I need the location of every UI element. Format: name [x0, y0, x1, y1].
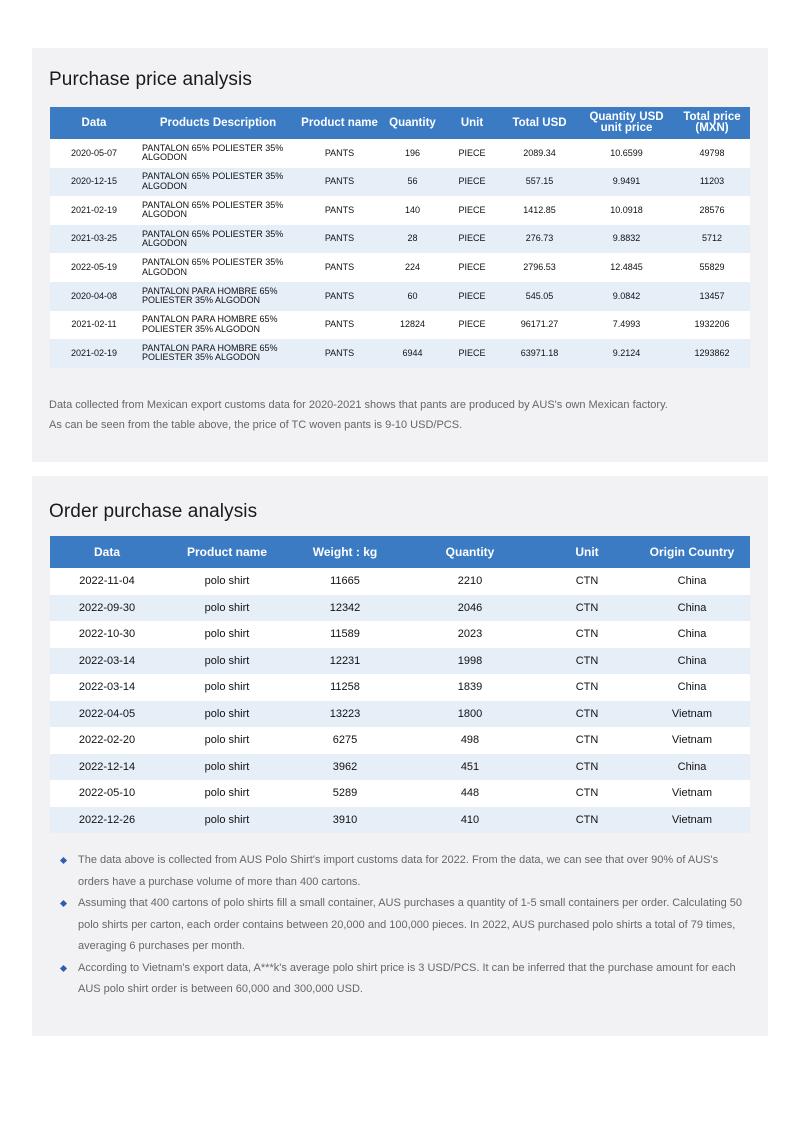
table-cell: PANTS	[298, 196, 381, 225]
diamond-bullet-icon	[60, 857, 67, 864]
table-cell: 2022-12-26	[50, 807, 164, 834]
table-cell: 3962	[290, 754, 400, 781]
table-cell: 2020-05-07	[50, 139, 138, 168]
column-header: Quantity	[381, 107, 444, 139]
table-cell: polo shirt	[164, 568, 290, 595]
column-header: Data	[50, 536, 164, 568]
table-cell: Vietnam	[634, 807, 750, 834]
table-cell: CTN	[540, 568, 634, 595]
table-cell: PANTALON PARA HOMBRE 65% POLIESTER 35% ALGODON	[138, 311, 298, 340]
column-header: Unit	[444, 107, 500, 139]
table-cell: 196	[381, 139, 444, 168]
table-cell: 2022-05-19	[50, 253, 138, 282]
table-cell: 2796.53	[500, 253, 579, 282]
table-cell: China	[634, 648, 750, 675]
purchase-price-note: As can be seen from the table above, the price of TC woven pants is 9-10 USD/PCS.	[49, 419, 463, 431]
table-cell: 2020-12-15	[50, 168, 138, 197]
table-cell: CTN	[540, 701, 634, 728]
purchase-price-table	[50, 107, 750, 368]
diamond-bullet-icon	[60, 900, 67, 907]
table-cell: 2046	[400, 595, 540, 622]
table-cell: 5712	[674, 225, 750, 254]
table-cell: 5289	[290, 780, 400, 807]
table-row	[50, 648, 750, 675]
table-cell: polo shirt	[164, 701, 290, 728]
table-cell: CTN	[540, 648, 634, 675]
table-cell: PANTS	[298, 225, 381, 254]
table-cell: 1998	[400, 648, 540, 675]
table-cell: 2210	[400, 568, 540, 595]
table-row	[50, 727, 750, 754]
table-cell: Vietnam	[634, 701, 750, 728]
table-cell: China	[634, 621, 750, 648]
table-cell: 12231	[290, 648, 400, 675]
table-cell: 545.05	[500, 282, 579, 311]
table-cell: 11203	[674, 168, 750, 197]
bullet-text: Assuming that 400 cartons of polo shirts fill a small container, AUS purchases a quantity of 1-5 small containers per order. Calculating 50 polo shirts per carton, each order contains between 20,000 and 100,000 pieces. In 2022, AUS purchased polo shirts a total of 79 times, averaging 6 purchases per month.	[78, 897, 743, 952]
table-cell: China	[634, 595, 750, 622]
order-purchase-table	[50, 536, 750, 833]
order-purchase-panel	[32, 476, 768, 1036]
table-row	[50, 311, 750, 340]
table-cell: 63971.18	[500, 339, 579, 368]
table-cell: PANTALON PARA HOMBRE 65% POLIESTER 35% ALGODON	[138, 339, 298, 368]
table-cell: 2022-03-14	[50, 648, 164, 675]
table-cell: polo shirt	[164, 648, 290, 675]
table-row	[50, 780, 750, 807]
table-cell: 498	[400, 727, 540, 754]
table-cell: polo shirt	[164, 807, 290, 834]
table-cell: 9.8832	[579, 225, 674, 254]
column-header: Product name	[164, 536, 290, 568]
table-cell: PANTALON 65% POLIESTER 35% ALGODON	[138, 139, 298, 168]
purchase-price-note: Data collected from Mexican export customs data for 2020-2021 shows that pants are produced by AUS's own Mexican factory.	[49, 399, 668, 411]
table-row	[50, 568, 750, 595]
table-row	[50, 674, 750, 701]
table-row	[50, 282, 750, 311]
table-row	[50, 701, 750, 728]
table-cell: PIECE	[444, 168, 500, 197]
purchase-price-panel	[32, 48, 768, 462]
table-cell: 2022-03-14	[50, 674, 164, 701]
table-cell: PIECE	[444, 311, 500, 340]
table-cell: PANTS	[298, 253, 381, 282]
table-cell: PANTALON 65% POLIESTER 35% ALGODON	[138, 196, 298, 225]
table-cell: 12.4845	[579, 253, 674, 282]
table-cell: China	[634, 568, 750, 595]
table-cell: 10.0918	[579, 196, 674, 225]
bullet-text: According to Vietnam's export data, A***k's average polo shirt price is 3 USD/PCS. It can be inferred that the purchase amount for each AUS polo shirt order is between 60,000 and 300,000 USD.	[78, 961, 736, 995]
column-header: Quantity	[400, 536, 540, 568]
column-header: Product name	[298, 107, 381, 139]
column-header: Total price (MXN)	[674, 107, 750, 139]
table-cell: 2022-11-04	[50, 568, 164, 595]
table-cell: 49798	[674, 139, 750, 168]
table-cell: 9.0842	[579, 282, 674, 311]
table-cell: 557.15	[500, 168, 579, 197]
table-cell: 2021-02-19	[50, 196, 138, 225]
table-cell: 12824	[381, 311, 444, 340]
table-cell: 1932206	[674, 311, 750, 340]
table-cell: 448	[400, 780, 540, 807]
bullet-item	[60, 958, 750, 1001]
table-cell: 2022-10-30	[50, 621, 164, 648]
table-cell: 1412.85	[500, 196, 579, 225]
diamond-bullet-icon	[60, 964, 67, 971]
bullet-text: The data above is collected from AUS Polo Shirt's import customs data for 2022. From the data, we can see that over 90% of AUS's orders have a purchase volume of more than 400 cartons.	[78, 854, 719, 888]
table-cell: 2021-02-19	[50, 339, 138, 368]
column-header: Weight : kg	[290, 536, 400, 568]
table-cell: 451	[400, 754, 540, 781]
table-row	[50, 168, 750, 197]
order-analysis-bullets	[60, 850, 750, 1001]
table-row	[50, 196, 750, 225]
table-row	[50, 253, 750, 282]
table-cell: 13223	[290, 701, 400, 728]
table-cell: CTN	[540, 754, 634, 781]
column-header: Total USD	[500, 107, 579, 139]
table-cell: 9.2124	[579, 339, 674, 368]
table-cell: polo shirt	[164, 595, 290, 622]
table-cell: 13457	[674, 282, 750, 311]
table-cell: CTN	[540, 674, 634, 701]
table-cell: CTN	[540, 595, 634, 622]
column-header: Data	[50, 107, 138, 139]
table-cell: 9.9491	[579, 168, 674, 197]
table-cell: PIECE	[444, 339, 500, 368]
table-cell: CTN	[540, 621, 634, 648]
table-cell: 2023	[400, 621, 540, 648]
table-cell: 2089.34	[500, 139, 579, 168]
table-cell: PANTS	[298, 311, 381, 340]
table-cell: PIECE	[444, 253, 500, 282]
table-cell: PANTALON 65% POLIESTER 35% ALGODON	[138, 168, 298, 197]
table-cell: 2020-04-08	[50, 282, 138, 311]
table-cell: 7.4993	[579, 311, 674, 340]
table-cell: 2022-05-10	[50, 780, 164, 807]
purchase-price-header-row	[50, 107, 750, 139]
column-header: Origin Country	[634, 536, 750, 568]
table-cell: 1293862	[674, 339, 750, 368]
table-cell: polo shirt	[164, 754, 290, 781]
table-row	[50, 139, 750, 168]
table-row	[50, 621, 750, 648]
bullet-item	[60, 893, 750, 958]
table-cell: Vietnam	[634, 727, 750, 754]
table-row	[50, 807, 750, 834]
table-cell: China	[634, 674, 750, 701]
table-cell: 276.73	[500, 225, 579, 254]
table-cell: 12342	[290, 595, 400, 622]
table-cell: polo shirt	[164, 727, 290, 754]
table-cell: 2022-04-05	[50, 701, 164, 728]
column-header: Unit	[540, 536, 634, 568]
table-cell: 2022-12-14	[50, 754, 164, 781]
table-cell: PANTS	[298, 139, 381, 168]
table-row	[50, 595, 750, 622]
bullet-item	[60, 850, 750, 893]
table-cell: 2021-02-11	[50, 311, 138, 340]
table-cell: CTN	[540, 727, 634, 754]
table-cell: PIECE	[444, 282, 500, 311]
table-cell: 55829	[674, 253, 750, 282]
column-header: Products Description	[138, 107, 298, 139]
table-cell: PANTS	[298, 339, 381, 368]
table-cell: 2022-09-30	[50, 595, 164, 622]
table-cell: CTN	[540, 780, 634, 807]
table-cell: 410	[400, 807, 540, 834]
table-cell: PANTS	[298, 282, 381, 311]
table-cell: PIECE	[444, 196, 500, 225]
table-cell: CTN	[540, 807, 634, 834]
table-cell: PIECE	[444, 225, 500, 254]
table-cell: PANTS	[298, 168, 381, 197]
table-cell: 10.6599	[579, 139, 674, 168]
table-cell: 6944	[381, 339, 444, 368]
table-row	[50, 754, 750, 781]
table-cell: 28	[381, 225, 444, 254]
column-header: Quantity USD unit price	[579, 107, 674, 139]
table-cell: PIECE	[444, 139, 500, 168]
table-cell: 2021-03-25	[50, 225, 138, 254]
order-purchase-header-row	[50, 536, 750, 568]
table-cell: 6275	[290, 727, 400, 754]
table-cell: PANTALON PARA HOMBRE 65% POLIESTER 35% ALGODON	[138, 282, 298, 311]
table-row	[50, 339, 750, 368]
order-purchase-title: Order purchase analysis	[49, 501, 258, 522]
table-cell: 60	[381, 282, 444, 311]
table-cell: polo shirt	[164, 621, 290, 648]
table-cell: China	[634, 754, 750, 781]
table-row	[50, 225, 750, 254]
table-cell: 11258	[290, 674, 400, 701]
table-cell: polo shirt	[164, 674, 290, 701]
table-cell: 56	[381, 168, 444, 197]
table-cell: 224	[381, 253, 444, 282]
table-cell: polo shirt	[164, 780, 290, 807]
table-cell: 140	[381, 196, 444, 225]
table-cell: 11665	[290, 568, 400, 595]
table-cell: Vietnam	[634, 780, 750, 807]
table-cell: 3910	[290, 807, 400, 834]
table-cell: 11589	[290, 621, 400, 648]
table-cell: 1800	[400, 701, 540, 728]
table-cell: 28576	[674, 196, 750, 225]
table-cell: 1839	[400, 674, 540, 701]
table-cell: 96171.27	[500, 311, 579, 340]
table-cell: PANTALON 65% POLIESTER 35% ALGODON	[138, 225, 298, 254]
table-cell: 2022-02-20	[50, 727, 164, 754]
purchase-price-title: Purchase price analysis	[49, 69, 252, 90]
table-cell: PANTALON 65% POLIESTER 35% ALGODON	[138, 253, 298, 282]
